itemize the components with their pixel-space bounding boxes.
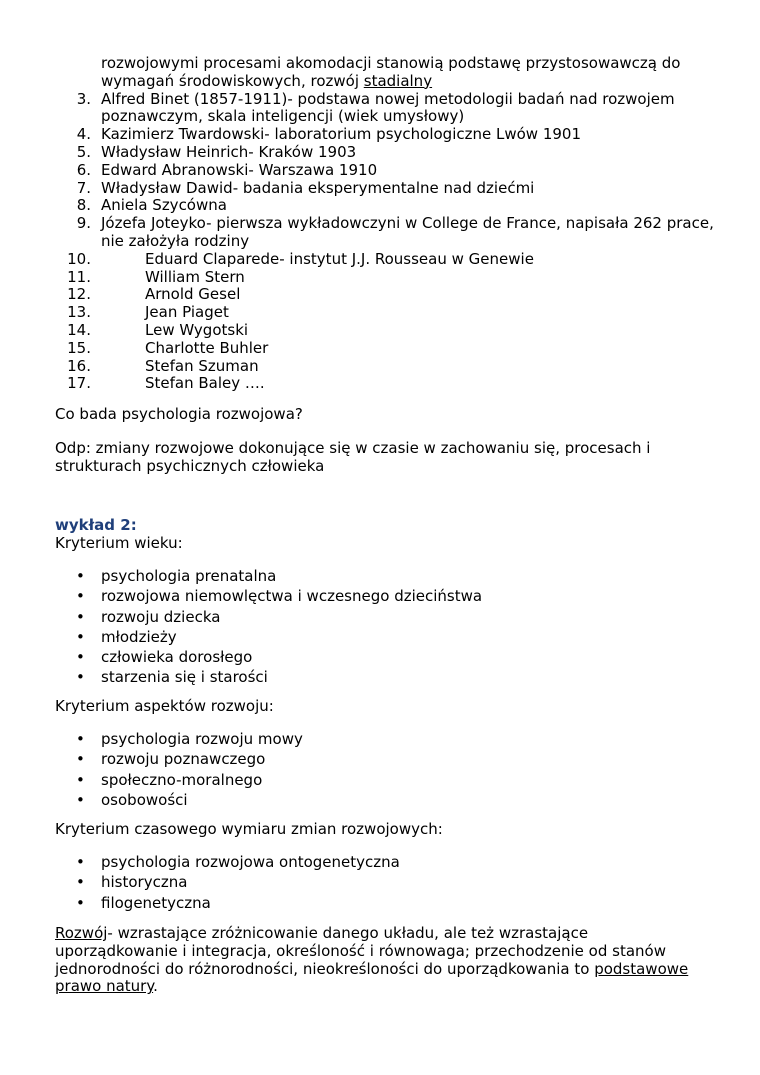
list-item [55, 852, 715, 872]
bullet-icon: • [76, 648, 85, 667]
criterion-age-list [55, 566, 715, 688]
list-number: 5. [76, 142, 91, 161]
list-number: 14. [67, 320, 91, 339]
bullet-icon: • [76, 607, 85, 626]
list-item-text: człowieka dorosłego [101, 648, 253, 667]
list-number: 15. [67, 338, 91, 357]
list-continuation [55, 55, 715, 91]
list-text: Józefa Joteyko- pierwsza wykładowczyni w College de France, napisała 262 prace, nie założyła rodziny [101, 214, 714, 250]
list-number: 3. [76, 89, 91, 108]
list-item [55, 586, 715, 606]
list-item-text: osobowości [101, 790, 188, 809]
list-item [55, 269, 715, 287]
list-item [55, 180, 715, 198]
list-number: 11. [67, 267, 91, 286]
criterion-time-list [55, 852, 715, 913]
list-text: Lew Wygotski [145, 320, 249, 339]
list-text: Eduard Claparede- instytut J.J. Rousseau w Genewie [145, 249, 534, 268]
list-item [55, 893, 715, 913]
list-item [55, 872, 715, 892]
list-item-text: psychologia prenatalna [101, 567, 277, 585]
criterion-time-label: Kryterium czasowego wymiaru zmian rozwojowych: [55, 820, 443, 838]
list-item [55, 790, 715, 810]
list-number: 12. [67, 285, 91, 304]
definition-term: Rozwój [55, 924, 108, 942]
definition-body: - wzrastające zróżnicowanie danego układu, ale też wzrastające uporządkowanie i integracja, określoność i równowaga; przechodzenie od stanów jednorodności do różnorodności, nieokreśloności do uporządkowania to [55, 924, 666, 978]
continuation-line-2 [101, 73, 715, 91]
list-number: 16. [67, 356, 91, 375]
list-number: 6. [76, 160, 91, 179]
bullet-icon: • [76, 750, 85, 769]
list-text: Charlotte Buhler [145, 338, 269, 357]
list-text: Alfred Binet (1857-1911)- podstawa nowej metodologii badań nad rozwojem poznawczym, skala inteligencji (wiek umysłowy) [101, 89, 675, 126]
list-text: Stefan Szuman [145, 356, 259, 375]
lecture-heading: wykład 2: [55, 516, 137, 534]
list-item-text: rozwoju poznawczego [101, 750, 266, 769]
definition-end: . [153, 977, 158, 996]
list-item [55, 375, 715, 393]
continuation-line-1: rozwojowymi procesami akomodacji stanowią podstawę przystosowawczą do [101, 54, 681, 72]
bullet-icon: • [76, 873, 85, 892]
list-number: 8. [76, 196, 91, 215]
bullet-icon: • [76, 567, 85, 585]
list-text: Władysław Dawid- badania eksperymentalne nad dziećmi [101, 178, 535, 197]
bullet-icon: • [76, 893, 85, 912]
list-item-text: społeczno-moralnego [101, 770, 263, 789]
list-item [55, 770, 715, 790]
list-item [55, 197, 715, 215]
list-number: 13. [67, 303, 91, 322]
list-item-text: starzenia się i starości [101, 668, 268, 687]
list-item [55, 566, 715, 586]
list-item [55, 607, 715, 627]
list-text: Kazimierz Twardowski- laboratorium psychologiczne Lwów 1901 [101, 125, 581, 144]
list-item [55, 647, 715, 667]
list-item [55, 304, 715, 322]
list-text: Aniela Szycówna [101, 196, 227, 215]
list-item [55, 322, 715, 340]
list-item [55, 91, 715, 127]
list-item [55, 729, 715, 749]
bullet-icon: • [76, 853, 85, 871]
list-number: 9. [76, 214, 91, 233]
definition-paragraph [55, 925, 715, 996]
list-item-text: psychologia rozwojowa ontogenetyczna [101, 853, 400, 871]
list-item [55, 162, 715, 180]
list-item [55, 627, 715, 647]
list-text: Władysław Heinrich- Kraków 1903 [101, 142, 357, 161]
list-text: Edward Abranowski- Warszawa 1910 [101, 160, 378, 179]
question-paragraph: Co bada psychologia rozwojowa? [55, 405, 303, 423]
list-item-text: psychologia rozwoju mowy [101, 730, 303, 748]
list-number: 4. [76, 125, 91, 144]
list-item [55, 749, 715, 769]
list-text: Stefan Baley …. [145, 374, 265, 393]
list-number: 17. [67, 374, 91, 393]
names-list [55, 55, 715, 393]
list-number: 10. [67, 249, 91, 268]
list-item-text: rozwojowa niemowlęctwa i wczesnego dzieciństwa [101, 587, 483, 606]
list-text: Jean Piaget [145, 303, 229, 322]
criterion-aspects-label: Kryterium aspektów rozwoju: [55, 697, 274, 715]
list-item-text: filogenetyczna [101, 893, 211, 912]
bullet-icon: • [76, 668, 85, 687]
criterion-aspects-list [55, 729, 715, 810]
list-item [55, 667, 715, 687]
bullet-icon: • [76, 627, 85, 646]
list-item-text: młodzieży [101, 627, 177, 646]
list-item [55, 215, 715, 251]
bullet-icon: • [76, 730, 85, 748]
list-text: Arnold Gesel [145, 285, 241, 304]
underlined-term-stadialny: stadialny [363, 71, 433, 90]
list-item [55, 251, 715, 269]
bullet-icon: • [76, 770, 85, 789]
bullet-icon: • [76, 587, 85, 606]
continuation-text: wymagań środowiskowych, rozwój [101, 71, 364, 90]
list-item [55, 358, 715, 376]
definition-emphasis: podstawowe prawo natury [55, 959, 689, 996]
list-item-text: historyczna [101, 873, 188, 892]
list-item-text: rozwoju dziecka [101, 607, 221, 626]
criterion-age-label: Kryterium wieku: [55, 534, 183, 552]
bullet-icon: • [76, 790, 85, 809]
answer-paragraph: Odp: zmiany rozwojowe dokonujące się w czasie w zachowaniu się, procesach i strukturach psychicznych człowieka [55, 439, 651, 475]
list-item [55, 144, 715, 162]
list-item [55, 286, 715, 304]
list-number: 7. [76, 178, 91, 197]
list-text: William Stern [145, 267, 245, 286]
list-item [55, 340, 715, 358]
list-item [55, 126, 715, 144]
